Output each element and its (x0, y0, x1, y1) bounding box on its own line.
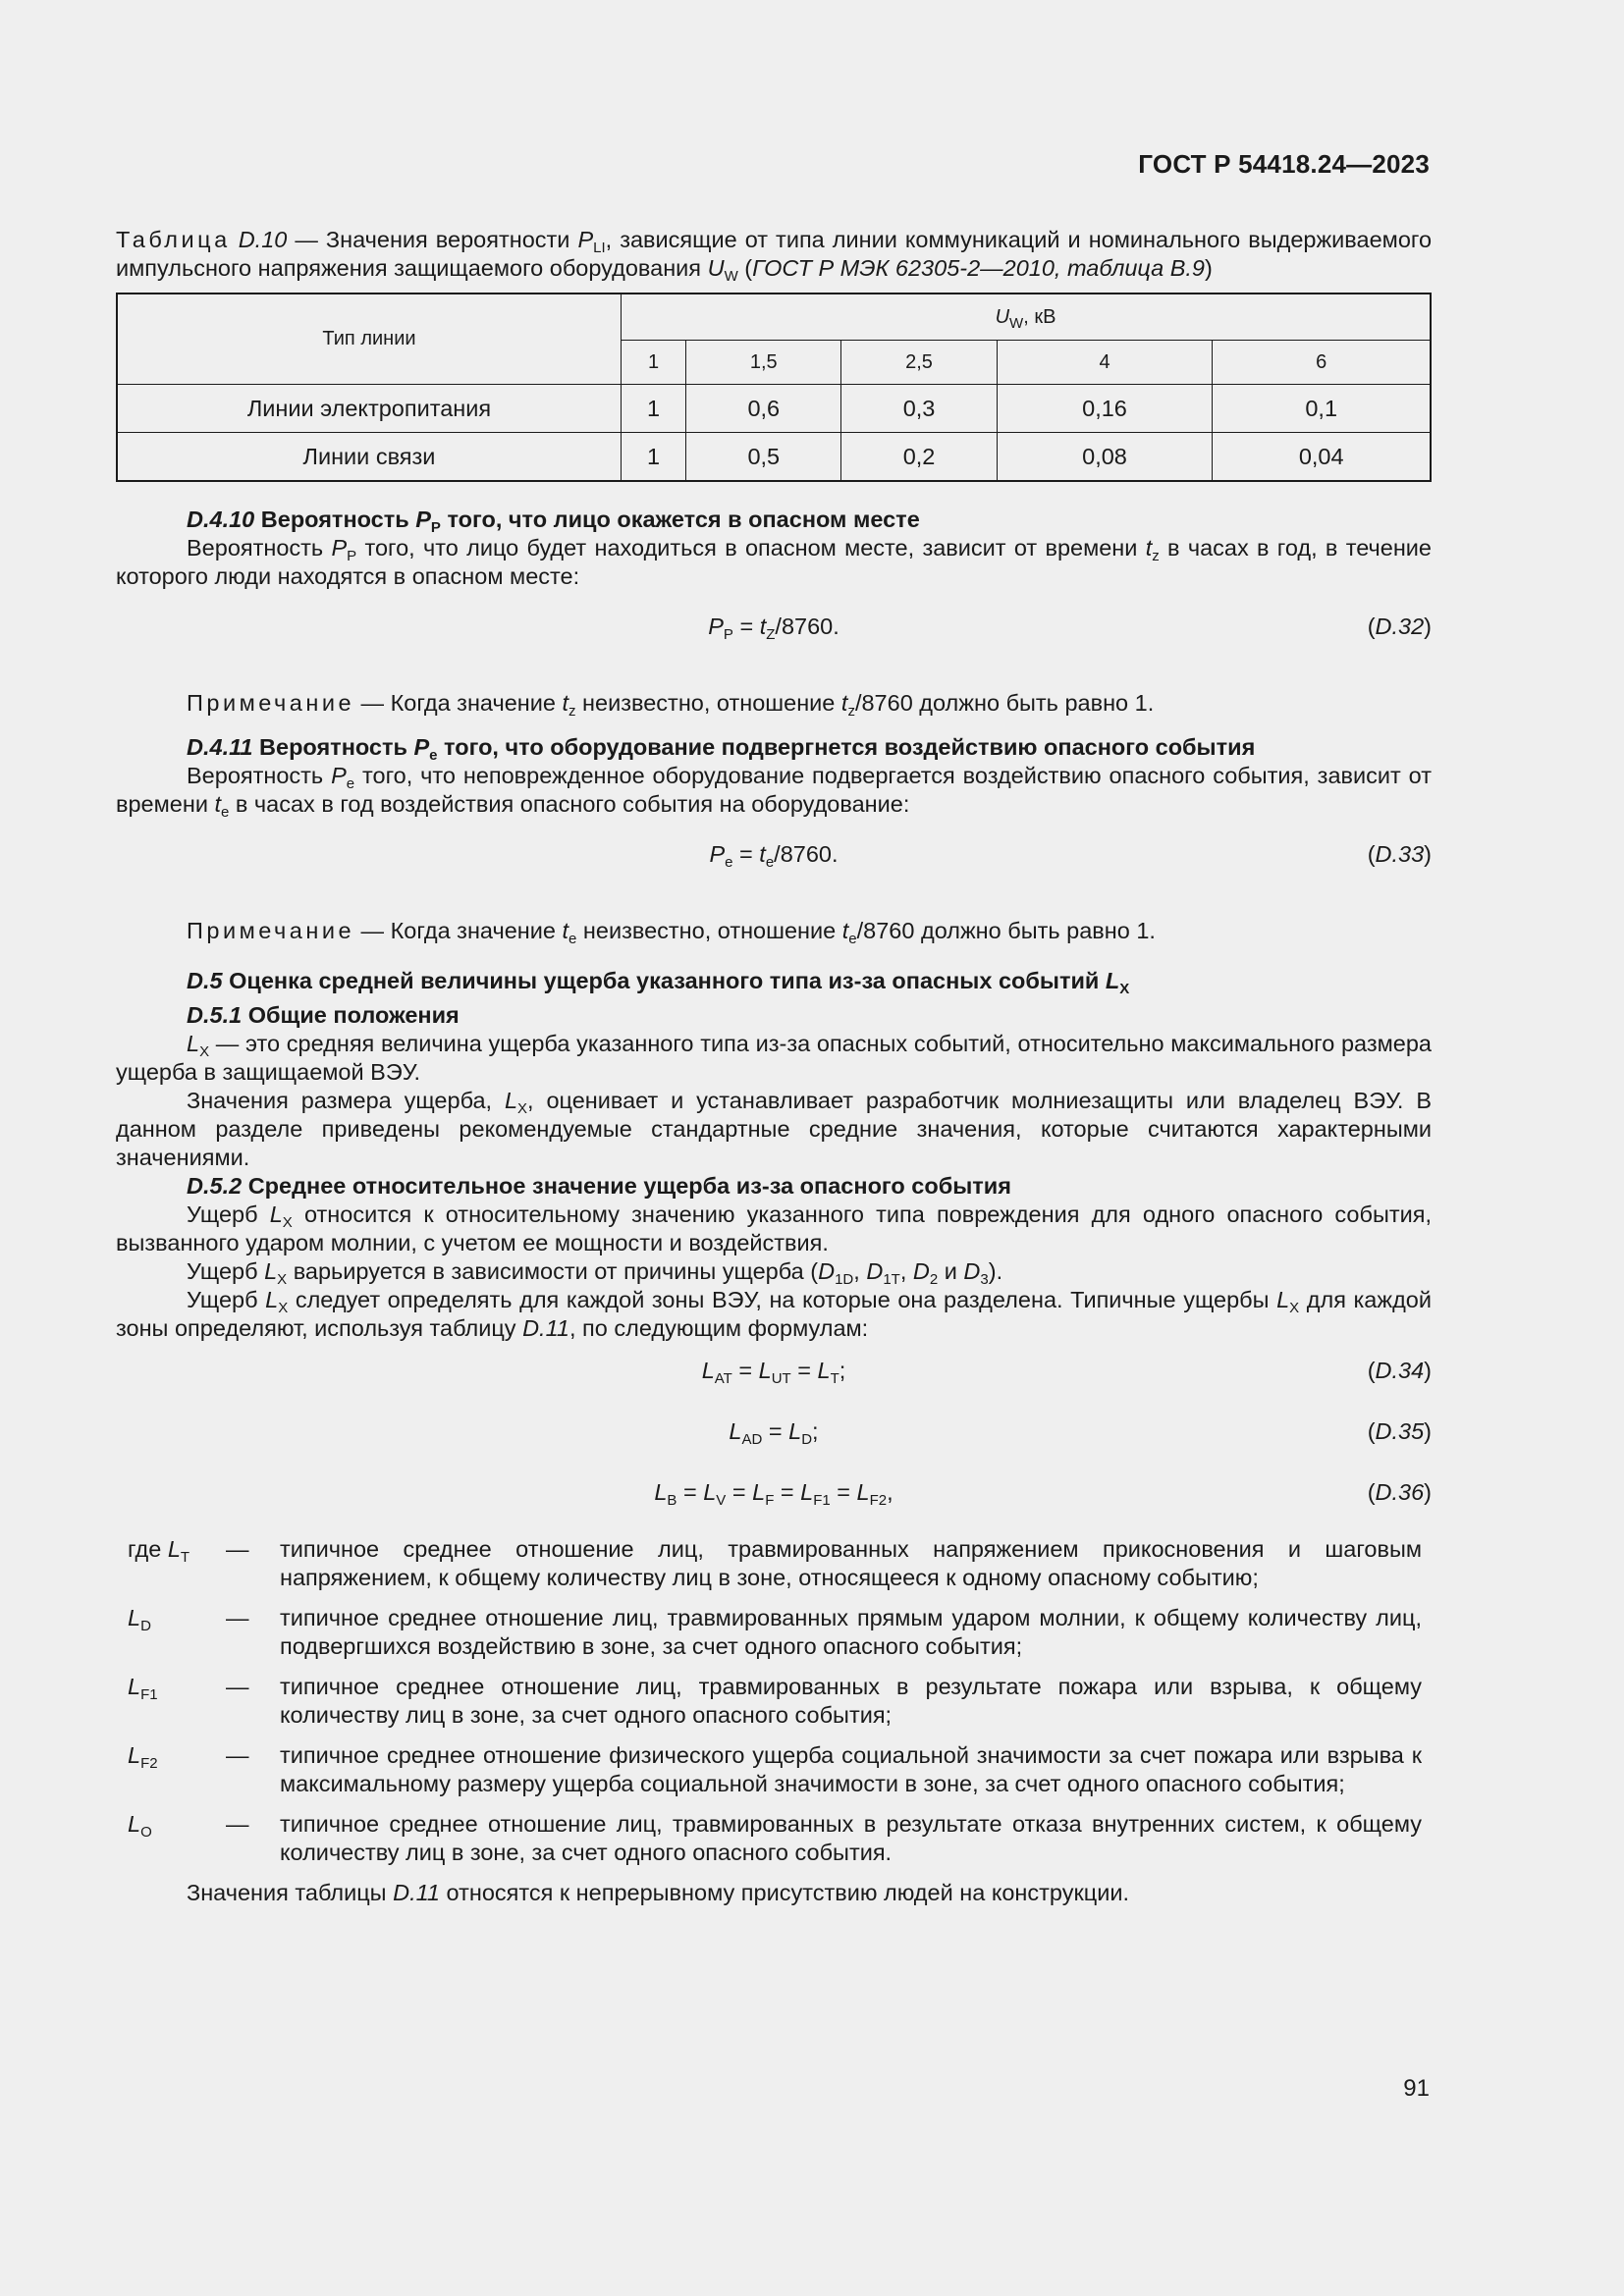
column-header-voltage: 2,5 (841, 341, 997, 385)
caption-label: Таблица (116, 227, 231, 252)
definition-symbol: $L_{F2}$ (128, 1742, 158, 1772)
definition-text: типичное среднее отношение лиц, травмированных в результате пожара или взрыва, к общему количеству лиц в зоне, за счет одного опасного события; (280, 1674, 1422, 1728)
table-caption: Таблица D.10 — Значения вероятности $P_{LI}$, зависящие от типа линии коммуникаций и номинального выдерживаемого импульсного напряжения защищаемого оборудования $U_W$ (ГОСТ Р МЭК 62305-2—2010, таблица B.9) (116, 227, 1433, 285)
paragraph: Ущерб $L_X$ варьируется в зависимости от причины ущерба ($D_{1D}$, $D_{1T}$, $D_2$ и $D_3$). (187, 1258, 1003, 1288)
table-cell: 0,6 (686, 385, 841, 433)
definition-dash: — (226, 1605, 249, 1630)
definition-dash: — (226, 1811, 249, 1837)
definitions-list (116, 1535, 1432, 1867)
paragraph: Ущерб $L_X$ следует определять для каждой зоны ВЭУ, на которые она разделена. Типичные ущербы $L_X$ для каждой зоны определяют, используя таблицу D.11, по следующим формулам: (116, 1287, 1432, 1341)
definition-text: типичное среднее отношение физического ущерба социальной значимости за счет пожара или взрыва к максимальному размеру ущерба социальной значимости в зоне, за счет одного опасного события; (280, 1742, 1422, 1796)
column-header-uw: $U_W$, кВ (622, 294, 1432, 341)
definition-symbol: $L_{F1}$ (128, 1674, 158, 1703)
definition-text: типичное среднее отношение лиц, травмированных прямым ударом молнии, к общему количеству лиц, подвергшихся воздействию в зоне, за счет одного опасного события; (280, 1605, 1422, 1659)
table-cell: 0,3 (841, 385, 997, 433)
equation-number: (D.36) (1367, 1479, 1432, 1505)
equation-number: (D.33) (1367, 841, 1432, 867)
equation-d35: $L_{AD} = L_D$; (D.35) (729, 1418, 1432, 1448)
column-header-line-type: Тип линии (117, 294, 622, 385)
table-cell: 0,04 (1213, 433, 1431, 482)
paragraph: Значения размера ущерба, $L_X$, оценивает и устанавливает разработчик молниезащиты или владелец ВЭУ. В данном разделе приведены рекомендуемые стандартные средние значения, которые считаются характерными значениями. (116, 1088, 1432, 1170)
definition-item (116, 1535, 1432, 1592)
section-heading-d51: D.5.1 Общие положения (187, 1002, 460, 1028)
probability-table (116, 293, 1432, 482)
definition-item (116, 1810, 1432, 1867)
table-row (117, 433, 1431, 482)
definition-item (116, 1604, 1432, 1661)
definition-item (116, 1673, 1432, 1730)
definition-text: типичное среднее отношение лиц, травмированных в результате отказа внутренних систем, к общему количеству лиц в зоне, за счет одного опасного события. (280, 1811, 1422, 1865)
column-header-voltage: 4 (997, 341, 1213, 385)
equation-number: (D.32) (1367, 614, 1432, 639)
definition-dash: — (226, 1536, 249, 1562)
page-body (116, 226, 1432, 1907)
definition-symbol: где $L_T$ (128, 1536, 190, 1566)
table-cell: 0,5 (686, 433, 841, 482)
section-heading-d5: D.5 Оценка средней величины ущерба указанного типа из-за опасных событий $L_X$ (187, 968, 1130, 997)
equation-d32: $P_P = t_Z/8760$. (D.32) (708, 614, 1432, 643)
definition-dash: — (226, 1742, 249, 1768)
paragraph: Значения таблицы D.11 относятся к непрерывному присутствию людей на конструкции. (187, 1880, 1130, 1905)
definition-symbol: $L_O$ (128, 1811, 152, 1841)
section-heading-d410: D.4.10 Вероятность $P_P$ того, что лицо окажется в опасном месте (187, 507, 920, 536)
column-header-voltage: 1,5 (686, 341, 841, 385)
equation-number: (D.34) (1367, 1358, 1432, 1383)
table-row (117, 385, 1431, 433)
equation-d34: $L_{AT} = L_{UT} = L_T$; (D.34) (701, 1358, 1432, 1387)
table-cell: 0,16 (997, 385, 1213, 433)
column-header-voltage: 1 (622, 341, 686, 385)
row-name: Линии электропитания (117, 385, 622, 433)
page-number: 91 (1403, 2075, 1430, 2102)
standard-header: ГОСТ Р 54418.24—2023 (1138, 149, 1430, 179)
row-name: Линии связи (117, 433, 622, 482)
table-cell: 1 (622, 385, 686, 433)
table-cell: 1 (622, 433, 686, 482)
caption-reference: ГОСТ Р МЭК 62305-2—2010, таблица B.9 (752, 255, 1205, 281)
section-heading-d411: D.4.11 Вероятность $P_e$ того, что оборудование подвергнется воздействию опасного события (187, 734, 1256, 764)
equation-d33: $P_e = t_e/8760$. (D.33) (709, 841, 1432, 871)
definition-item (116, 1741, 1432, 1798)
table-cell: 0,1 (1213, 385, 1431, 433)
table-cell: 0,08 (997, 433, 1213, 482)
column-header-voltage: 6 (1213, 341, 1431, 385)
note: Примечание — Когда значение $t_z$ неизвестно, отношение $t_z/8760$ должно быть равно 1. (187, 690, 1155, 720)
section-heading-d52: D.5.2 Среднее относительное значение ущерба из-за опасного события (187, 1173, 1011, 1199)
definition-dash: — (226, 1674, 249, 1699)
equation-number: (D.35) (1367, 1418, 1432, 1444)
definition-symbol: $L_D$ (128, 1605, 151, 1634)
paragraph: Вероятность $P_e$ того, что неповрежденное оборудование подвергается воздействию опасного события, зависит от времени $t_e$ в часах в год воздействия опасного события на оборудование: (116, 763, 1432, 821)
caption-number: D.10 (238, 227, 288, 252)
table-cell: 0,2 (841, 433, 997, 482)
definition-text: типичное среднее отношение лиц, травмированных напряжением прикосновения и шаговым напряжением, к общему количеству лиц в зоне, относящееся к одному опасному событию; (280, 1536, 1422, 1590)
paragraph: Вероятность $P_P$ того, что лицо будет находиться в опасном месте, зависит от времени $t_z$ в часах в год, в течение которого люди находятся в опасном месте: (116, 535, 1432, 589)
equation-d36: $L_B = L_V = L_F = L_{F1} = L_{F2}$, (D.36) (654, 1479, 1432, 1509)
paragraph: $L_X$ — это средняя величина ущерба указанного типа из-за опасных событий, относительно максимального размера ущерба в защищаемой ВЭУ. (116, 1031, 1432, 1085)
note: Примечание — Когда значение $t_e$ неизвестно, отношение $t_e/8760$ должно быть равно 1. (187, 918, 1156, 947)
paragraph: Ущерб $L_X$ относится к относительному значению указанного типа повреждения для одного опасного события, вызванного ударом молнии, с учетом ее мощности и воздействия. (116, 1201, 1432, 1255)
